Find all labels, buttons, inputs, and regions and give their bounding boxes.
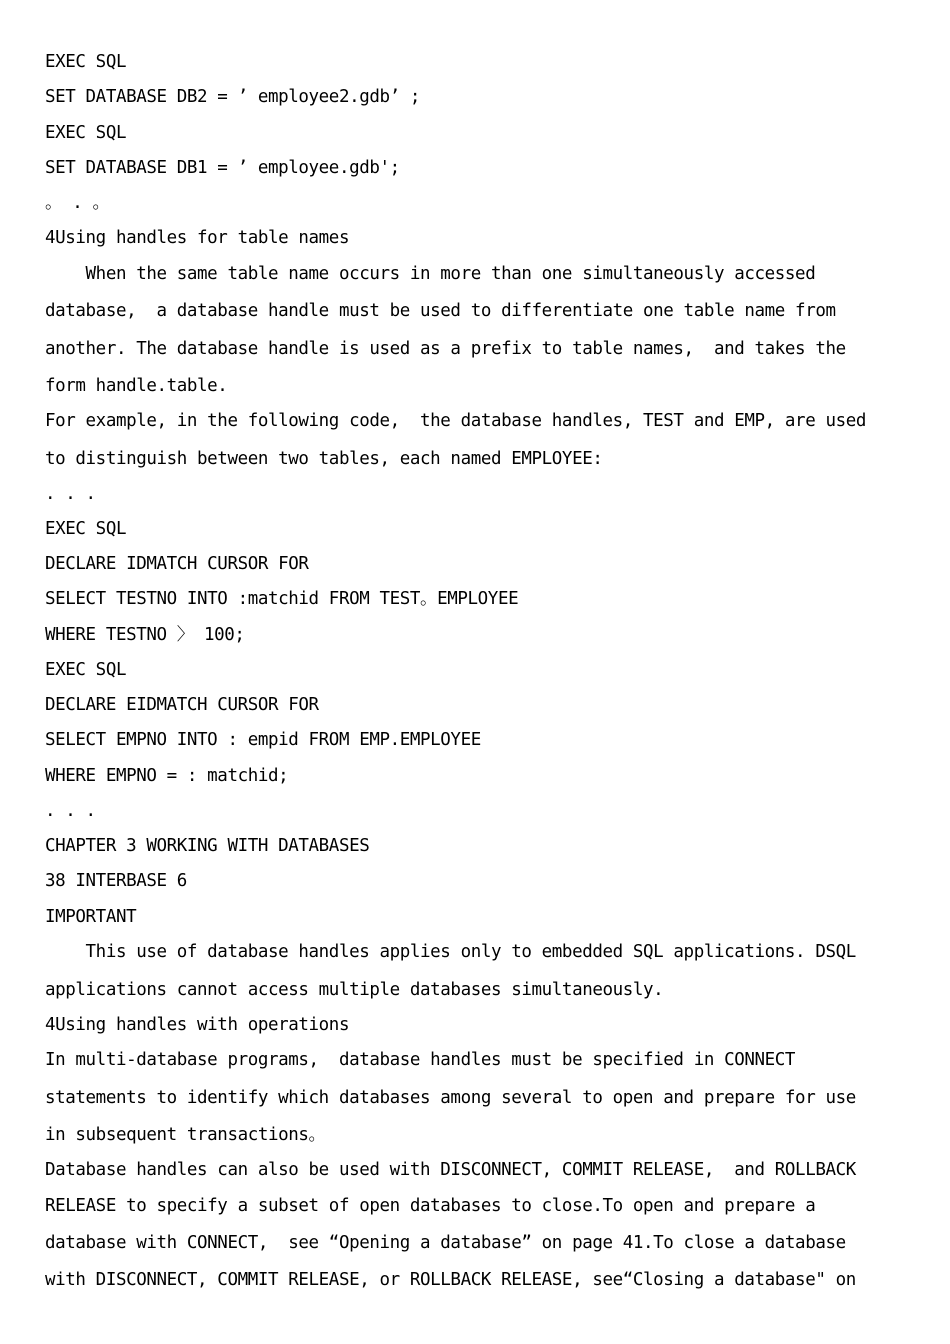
code-line: SELECT TESTNO INTO :matchid FROM TEST。EMPLOYEE bbox=[45, 589, 519, 609]
code-line: DECLARE IDMATCH CURSOR FOR bbox=[45, 554, 309, 574]
code-line: EXEC SQL bbox=[45, 123, 127, 143]
paragraph-line: form handle.table. bbox=[45, 376, 228, 396]
code-line: SET DATABASE DB2 = ’ employee2.gdb’ ; bbox=[45, 87, 421, 107]
important-label: IMPORTANT bbox=[45, 907, 137, 927]
paragraph-line: database, a database handle must be used to differentiate one table name from bbox=[45, 301, 836, 321]
paragraph-line: Database handles can also be used with DISCONNECT, COMMIT RELEASE, and ROLLBACK bbox=[45, 1160, 856, 1180]
paragraph-line: In multi-database programs, database handles must be specified in CONNECT bbox=[45, 1050, 796, 1070]
paragraph-line: When the same table name occurs in more than one simultaneously accessed bbox=[45, 264, 816, 284]
code-line: EXEC SQL bbox=[45, 519, 127, 539]
paragraph-line: For example, in the following code, the database handles, TEST and EMP, are used bbox=[45, 411, 867, 431]
code-line: SET DATABASE DB1 = ’ employee.gdb'; bbox=[45, 158, 400, 178]
code-line: SELECT EMPNO INTO : empid FROM EMP.EMPLOYEE bbox=[45, 730, 481, 750]
code-line: DECLARE EIDMATCH CURSOR FOR bbox=[45, 695, 319, 715]
paragraph-line: RELEASE to specify a subset of open databases to close.To open and prepare a bbox=[45, 1196, 816, 1216]
paragraph-line: with DISCONNECT, COMMIT RELEASE, or ROLLBACK RELEASE, see“Closing a database" on bbox=[45, 1270, 856, 1290]
chapter-header: CHAPTER 3 WORKING WITH DATABASES bbox=[45, 836, 370, 856]
paragraph-line: in subsequent transactions。 bbox=[45, 1125, 326, 1145]
code-line: WHERE TESTNO 〉 100; bbox=[45, 625, 245, 645]
code-line: EXEC SQL bbox=[45, 660, 127, 680]
code-line: WHERE EMPNO = : matchid; bbox=[45, 766, 289, 786]
paragraph-line: This use of database handles applies only to embedded SQL applications. DSQL bbox=[45, 942, 856, 962]
ellipsis-line: . . . bbox=[45, 484, 96, 504]
ellipsis-line: 。 . 。 bbox=[45, 193, 110, 213]
paragraph-line: applications cannot access multiple databases simultaneously. bbox=[45, 980, 664, 1000]
paragraph-line: statements to identify which databases among several to open and prepare for use bbox=[45, 1088, 856, 1108]
paragraph-line: database with CONNECT, see “Opening a database” on page 41.To close a database bbox=[45, 1233, 846, 1253]
code-line: EXEC SQL bbox=[45, 52, 127, 72]
paragraph-line: another. The database handle is used as a prefix to table names, and takes the bbox=[45, 339, 846, 359]
paragraph-line: to distinguish between two tables, each named EMPLOYEE: bbox=[45, 449, 603, 469]
document-page bbox=[45, 0, 925, 1290]
section-heading: 4Using handles for table names bbox=[45, 228, 350, 248]
ellipsis-line: . . . bbox=[45, 801, 96, 821]
section-heading: 4Using handles with operations bbox=[45, 1015, 350, 1035]
page-header: 38 INTERBASE 6 bbox=[45, 871, 187, 891]
